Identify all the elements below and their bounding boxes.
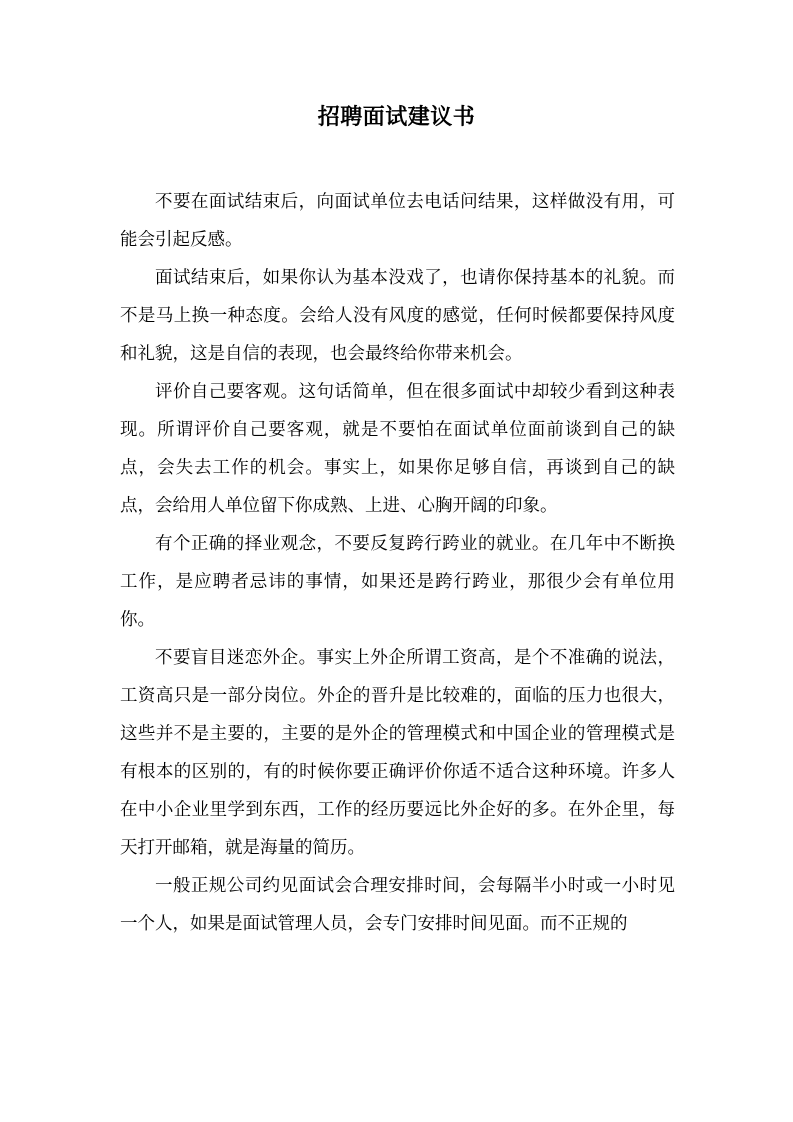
- document-body: [120, 183, 675, 943]
- paragraph: 面试结束后，如果你认为基本没戏了，也请你保持基本的礼貌。而不是马上换一种态度。会给人没有风度的感觉，任何时候都要保持风度和礼貌，这是自信的表现，也会最终给你带来机会。: [120, 268, 675, 364]
- paragraph: 评价自己要客观。这句话简单，但在很多面试中却较少看到这种表现。所谓评价自己要客观，就是不要怕在面试单位面前谈到自己的缺点，会失去工作的机会。事实上，如果你足够自信，再谈到自己的缺点，会给用人单位留下你成熟、上进、心胸开阔的印象。: [120, 382, 675, 516]
- paragraph: 有个正确的择业观念，不要反复跨行跨业的就业。在几年中不断换工作，是应聘者忌讳的事情，如果还是跨行跨业，那很少会有单位用你。: [120, 534, 675, 630]
- paragraph: 不要盲目迷恋外企。事实上外企所谓工资高，是个不准确的说法，工资高只是一部分岗位。外企的晋升是比较难的，面临的压力也很大，这些并不是主要的，主要的是外企的管理模式和中国企业的管理模式是有根本的区别的，有的时候你要正确评价你适不适合这种环境。许多人在中小企业里学到东西，工作的经历要远比外企好的多。在外企里，每天打开邮箱，就是海量的简历。: [120, 648, 675, 858]
- paragraph: 不要在面试结束后，向面试单位去电话问结果，这样做没有用，可能会引起反感。: [120, 192, 675, 250]
- document-title: 招聘面试建议书: [317, 105, 476, 130]
- paragraph: 一般正规公司约见面试会合理安排时间，会每隔半小时或一小时见一个人，如果是面试管理人员，会专门安排时间见面。而不正规的: [120, 876, 675, 934]
